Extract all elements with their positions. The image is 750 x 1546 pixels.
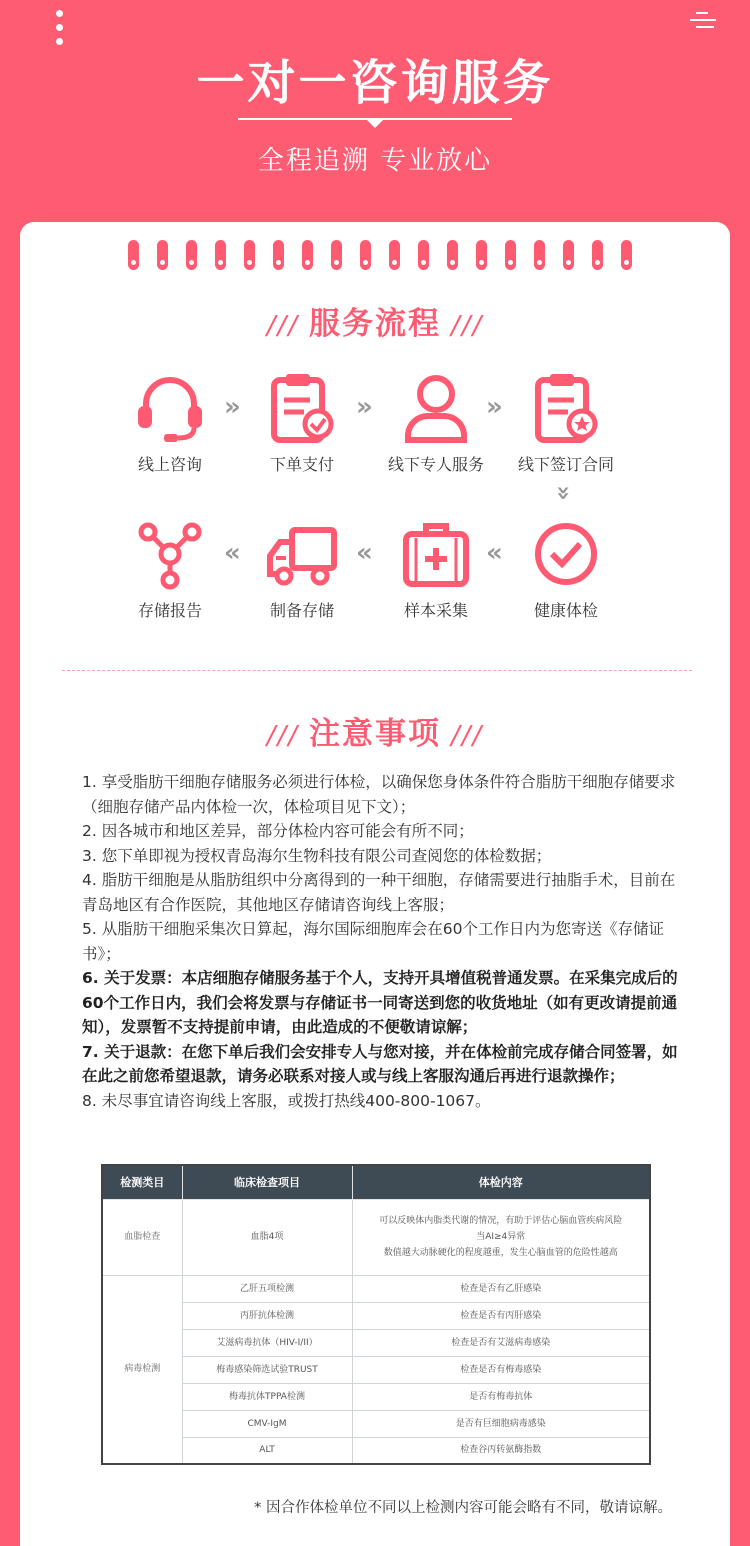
- table-row: [102, 1275, 650, 1302]
- section-divider: [62, 670, 692, 671]
- table-row: [102, 1199, 650, 1275]
- step-label: 线上咨询: [137, 455, 202, 474]
- notice-item: 2. 因各城市和地区差异，部分体检内容可能会有所不同；: [82, 822, 474, 840]
- title-deco: ///: [451, 721, 484, 751]
- truck-icon: [264, 518, 340, 590]
- process-section-title: [20, 298, 730, 343]
- notice-item: 7. 关于退款：在您下单后我们会安排专人与您对接，并在体检前完成存储合同签署，如在此之前您希望退款，请务必联系对接人或与线上客服沟通后再进行退款操作；: [82, 1042, 678, 1085]
- arrow-down-icon: »: [549, 485, 578, 501]
- contract-icon: [528, 372, 604, 444]
- clipboard-check-icon: [264, 372, 340, 444]
- arrow-right-icon: »: [224, 392, 237, 422]
- table-cell: [352, 1199, 650, 1275]
- check-circle-icon: [528, 518, 604, 590]
- divider-notch: [366, 119, 384, 128]
- checkup-table: [101, 1164, 651, 1465]
- cell-line: 当AI≥4异常: [476, 1232, 526, 1242]
- table-cell: 丙肝抗体检测: [182, 1302, 352, 1329]
- step-label: 存储报告: [137, 601, 202, 620]
- table-cell: 血脂检查: [102, 1199, 182, 1275]
- table-cell: 检查是否有乙肝感染: [352, 1275, 650, 1302]
- table-cell: 检查是否有艾滋病毒感染: [352, 1329, 650, 1356]
- table-header-row: [102, 1165, 650, 1199]
- title-deco: ///: [451, 311, 484, 341]
- step-offline-service: [366, 372, 506, 475]
- table-cell: 检查是否有丙肝感染: [352, 1302, 650, 1329]
- step-prepare-store: [232, 518, 372, 621]
- footnote: * 因合作体检单位不同以上检测内容可能会略有不同，敬请谅解。: [254, 1500, 672, 1516]
- table-cell: 梅毒抗体TPPA检测: [182, 1383, 352, 1410]
- step-sample-collect: [366, 518, 506, 621]
- column-header: 临床检查项目: [182, 1165, 352, 1199]
- arrow-right-icon: »: [486, 392, 499, 422]
- notice-item: 5. 从脂肪干细胞采集次日算起，海尔国际细胞库会在60个工作日内为您寄送《存储证书》；: [82, 920, 664, 963]
- table-cell: 血脂4项: [182, 1199, 352, 1275]
- step-sign-contract: [496, 372, 636, 475]
- table-row: [102, 1302, 650, 1329]
- cell-line: 数值越大动脉硬化的程度越重，发生心脑血管的危险性越高: [383, 1248, 618, 1258]
- table-cell: ALT: [182, 1437, 352, 1464]
- binder-rings: [128, 240, 648, 272]
- step-label: 下单支付: [269, 455, 334, 474]
- arrow-left-icon: «: [224, 538, 237, 568]
- step-storage-report: [100, 518, 240, 621]
- content-card: [20, 222, 730, 1546]
- notice-list: [82, 770, 688, 1113]
- process-title: 服务流程: [309, 306, 441, 342]
- table-cell: 检查是否有梅毒感染: [352, 1356, 650, 1383]
- table-cell: 艾滋病毒抗体（HIV-I/II）: [182, 1329, 352, 1356]
- arrow-right-icon: »: [356, 392, 369, 422]
- notice-title: 注意事项: [309, 716, 441, 752]
- table-row: [102, 1437, 650, 1464]
- column-header: 体检内容: [352, 1165, 650, 1199]
- step-pay-order: [232, 372, 372, 475]
- notice-item: 4. 脂肪干细胞是从脂肪组织中分离得到的一种干细胞，存储需要进行抽脂手术，目前在青岛地区有合作医院，其他地区存储请咨询线上客服；: [82, 871, 676, 914]
- person-icon: [398, 372, 474, 444]
- column-header: 检测类目: [102, 1165, 182, 1199]
- table-cell: 是否有梅毒抗体: [352, 1383, 650, 1410]
- notice-item: 3. 您下单即视为授权青岛海尔生物科技有限公司查阅您的体检数据；: [82, 846, 552, 865]
- table-row: [102, 1410, 650, 1437]
- headset-icon: [132, 372, 208, 444]
- table-cell: 病毒检测: [102, 1275, 182, 1464]
- cell-line: 可以反映体内脂类代谢的情况，有助于评估心脑血管疾病风险: [379, 1216, 623, 1226]
- table-cell: 乙肝五项检测: [182, 1275, 352, 1302]
- table-row: [102, 1329, 650, 1356]
- step-label: 线下签订合同: [517, 455, 614, 474]
- step-online-consult: [100, 372, 240, 475]
- notice-item: 6. 关于发票：本店细胞存储服务基于个人，支持开具增值税普通发票。在采集完成后的60个工作日内，我们会将发票与存储证书一同寄送到您的收货地址（如有更改请提前通知），发票暂不支持提前申请，由此造成的不便敬请谅解；: [82, 969, 678, 1036]
- title-deco: ///: [266, 311, 299, 341]
- table-row: [102, 1356, 650, 1383]
- menu-icon[interactable]: [690, 12, 716, 33]
- notice-item: 8. 未尽事宜请咨询线上客服，或拨打热线400-800-1067。: [82, 1091, 491, 1110]
- table-cell: 检查谷丙转氨酶指数: [352, 1437, 650, 1464]
- page-title: 一对一咨询服务: [196, 55, 554, 111]
- notice-section-title: [20, 708, 730, 753]
- page-subtitle: 全程追溯 专业放心: [257, 146, 493, 176]
- step-label: 线下专人服务: [387, 455, 484, 474]
- arrow-left-icon: «: [486, 538, 499, 568]
- table-cell: CMV-IgM: [182, 1410, 352, 1437]
- step-label: 制备存储: [269, 601, 334, 620]
- medical-kit-icon: [398, 518, 474, 590]
- table-cell: 是否有巨细胞病毒感染: [352, 1410, 650, 1437]
- title-deco: ///: [266, 721, 299, 751]
- molecule-icon: [132, 518, 208, 590]
- notice-item: 1. 享受脂肪干细胞存储服务必须进行体检，以确保您身体条件符合脂肪干细胞存储要求（细胞存储产品内体检一次，体检项目见下文）；: [82, 773, 676, 816]
- step-label: 样本采集: [403, 601, 468, 620]
- arrow-left-icon: «: [356, 538, 369, 568]
- table-cell: 梅毒感染筛选试验TRUST: [182, 1356, 352, 1383]
- step-label: 健康体检: [533, 601, 598, 620]
- table-row: [102, 1383, 650, 1410]
- step-health-check: [496, 518, 636, 621]
